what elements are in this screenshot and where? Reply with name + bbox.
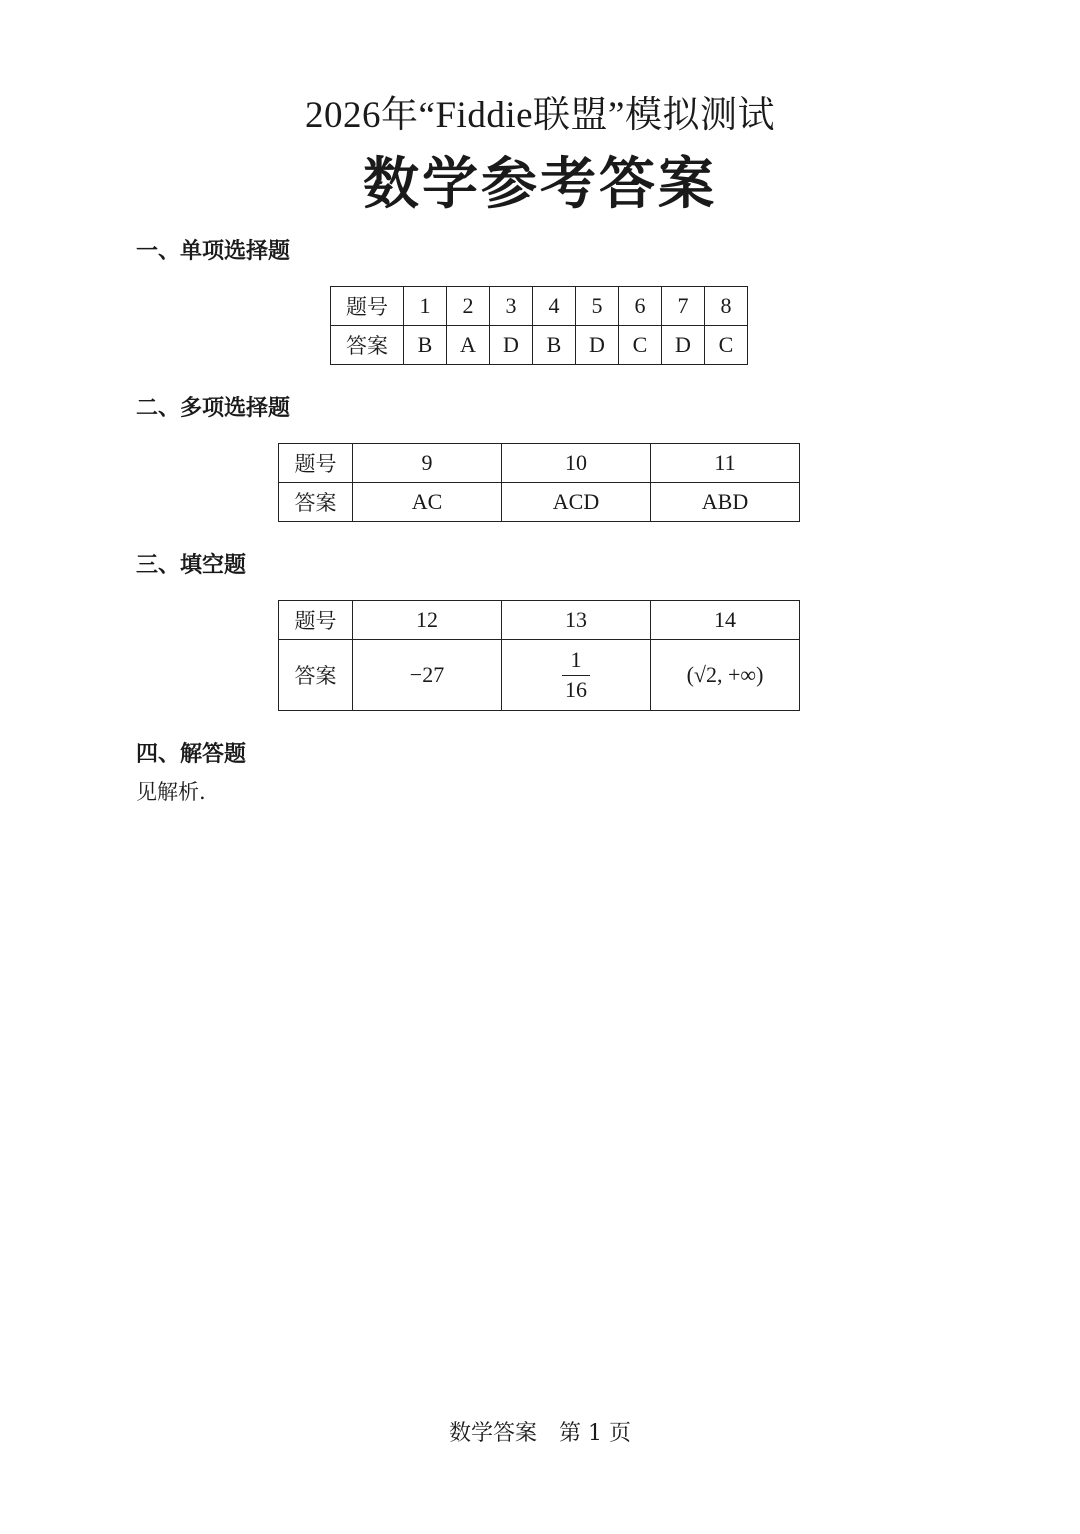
table-row-answers bbox=[279, 640, 800, 711]
section-heading-solutions: 四、解答题 bbox=[136, 742, 247, 767]
table-row-answers bbox=[279, 483, 800, 522]
question-number-cell: 12 bbox=[353, 601, 502, 640]
answer-cell: A bbox=[447, 326, 490, 365]
answer-cell: C bbox=[705, 326, 748, 365]
question-number-cell: 8 bbox=[705, 287, 748, 326]
question-number-cell: 1 bbox=[404, 287, 447, 326]
answer-cell: ABD bbox=[651, 483, 800, 522]
row-label-answer: 答案 bbox=[279, 483, 353, 522]
question-number-cell: 10 bbox=[502, 444, 651, 483]
fraction-denominator: 16 bbox=[565, 676, 587, 702]
question-number-cell: 3 bbox=[490, 287, 533, 326]
multi-choice-answer-table bbox=[278, 443, 800, 522]
question-number-cell: 14 bbox=[651, 601, 800, 640]
answer-cell: ACD bbox=[502, 483, 651, 522]
single-choice-answer-table bbox=[330, 286, 748, 365]
answer-cell: −27 bbox=[353, 640, 502, 711]
fill-blank-answer-table bbox=[278, 600, 800, 711]
page-title: 数学参考答案 bbox=[363, 152, 717, 217]
question-number-cell: 2 bbox=[447, 287, 490, 326]
row-label-answer: 答案 bbox=[331, 326, 404, 365]
question-number-cell: 9 bbox=[353, 444, 502, 483]
table-row-answers bbox=[331, 326, 748, 365]
answer-cell: D bbox=[490, 326, 533, 365]
page-footer: 数学答案 第 1 页 bbox=[449, 1421, 631, 1446]
question-number-cell: 11 bbox=[651, 444, 800, 483]
row-label-number: 题号 bbox=[279, 444, 353, 483]
section-heading-fill-blank: 三、填空题 bbox=[136, 553, 247, 578]
answer-cell: AC bbox=[353, 483, 502, 522]
question-number-cell: 4 bbox=[533, 287, 576, 326]
section-heading-multi-choice: 二、多项选择题 bbox=[136, 396, 291, 421]
answer-cell: B bbox=[533, 326, 576, 365]
answer-cell-fraction bbox=[502, 640, 651, 711]
answer-cell: D bbox=[662, 326, 705, 365]
section-heading-single-choice: 一、单项选择题 bbox=[136, 239, 291, 264]
row-label-number: 题号 bbox=[279, 601, 353, 640]
row-label-answer: 答案 bbox=[279, 640, 353, 711]
question-number-cell: 7 bbox=[662, 287, 705, 326]
table-row-numbers bbox=[331, 287, 748, 326]
fraction bbox=[562, 648, 590, 701]
solutions-note: 见解析. bbox=[136, 780, 206, 804]
table-row-numbers bbox=[279, 444, 800, 483]
answer-cell: D bbox=[576, 326, 619, 365]
answer-cell: B bbox=[404, 326, 447, 365]
fraction-numerator: 1 bbox=[562, 648, 590, 675]
exam-subtitle: 2026年“Fiddie联盟”模拟测试 bbox=[305, 95, 775, 136]
row-label-number: 题号 bbox=[331, 287, 404, 326]
answer-cell: (√2, +∞) bbox=[651, 640, 800, 711]
table-row-numbers bbox=[279, 601, 800, 640]
answer-cell: C bbox=[619, 326, 662, 365]
question-number-cell: 5 bbox=[576, 287, 619, 326]
question-number-cell: 6 bbox=[619, 287, 662, 326]
question-number-cell: 13 bbox=[502, 601, 651, 640]
